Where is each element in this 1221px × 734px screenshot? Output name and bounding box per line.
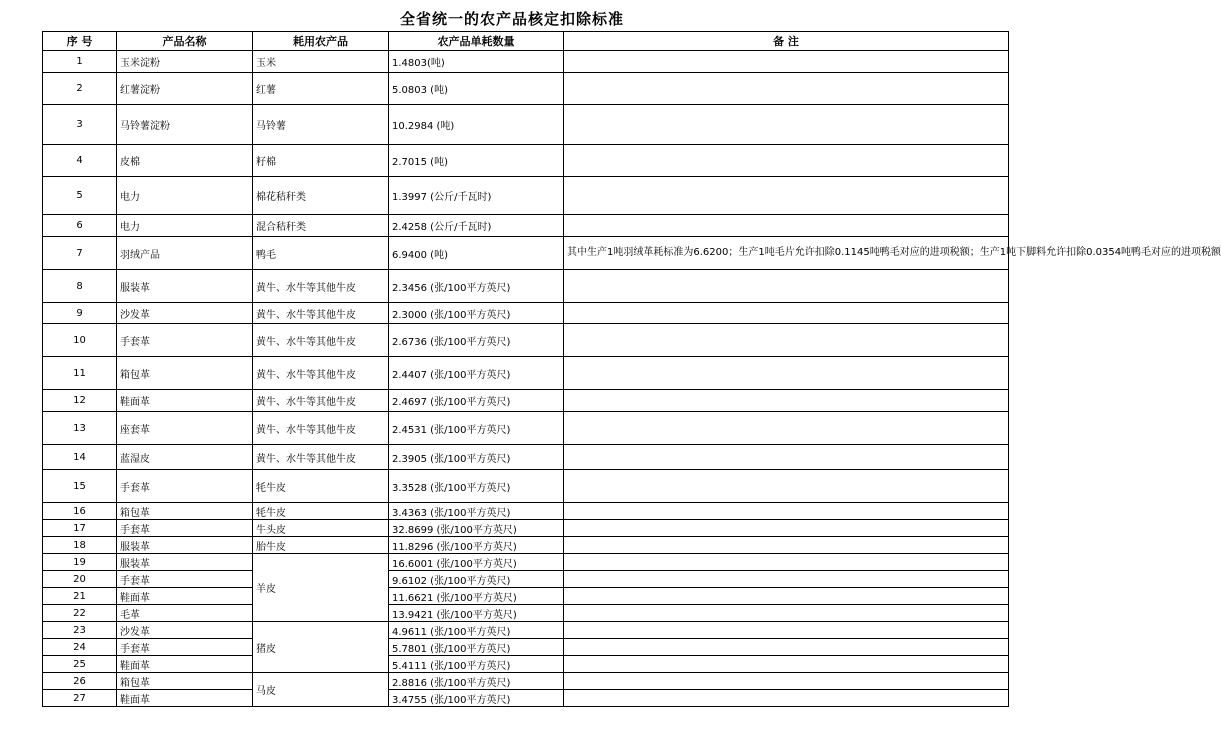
cell-note	[564, 105, 1009, 145]
cell-product-name: 手套革	[117, 520, 253, 537]
cell-unit-consumption: 2.7015 (吨)	[389, 145, 564, 177]
table-row	[43, 656, 1009, 673]
cell-unit-consumption: 9.6102 (张/100平方英尺)	[389, 571, 564, 588]
cell-raw-material: 黄牛、水牛等其他牛皮	[253, 390, 389, 412]
cell-unit-consumption: 5.0803 (吨)	[389, 73, 564, 105]
cell-raw-material: 胎牛皮	[253, 537, 389, 554]
cell-note	[564, 520, 1009, 537]
cell-note	[564, 588, 1009, 605]
cell-raw-material: 马铃薯	[253, 105, 389, 145]
cell-raw-material: 棉花秸秆类	[253, 177, 389, 215]
cell-note	[564, 503, 1009, 520]
cell-product-name: 红薯淀粉	[117, 73, 253, 105]
cell-product-name: 服装革	[117, 270, 253, 303]
cell-product-name: 箱包革	[117, 357, 253, 390]
cell-note	[564, 215, 1009, 237]
cell-note	[564, 571, 1009, 588]
cell-product-name: 马铃薯淀粉	[117, 105, 253, 145]
table-row	[43, 537, 1009, 554]
cell-product-name: 玉米淀粉	[117, 51, 253, 73]
cell-raw-material: 黄牛、水牛等其他牛皮	[253, 357, 389, 390]
cell-no: 14	[43, 445, 117, 470]
cell-raw-material: 玉米	[253, 51, 389, 73]
cell-product-name: 皮棉	[117, 145, 253, 177]
cell-note	[564, 412, 1009, 445]
cell-note: 其中生产1吨羽绒革耗标准为6.6200；生产1吨毛片允许扣除0.1145吨鸭毛对应的进项税额；生产1吨下脚料允许扣除0.0354吨鸭毛对应的进项税额	[564, 237, 1009, 270]
cell-raw-material: 牦牛皮	[253, 470, 389, 503]
cell-no: 1	[43, 51, 117, 73]
cell-unit-consumption: 3.3528 (张/100平方英尺)	[389, 470, 564, 503]
cell-raw-material: 黄牛、水牛等其他牛皮	[253, 445, 389, 470]
cell-no: 17	[43, 520, 117, 537]
cell-note	[564, 470, 1009, 503]
cell-note	[564, 324, 1009, 357]
cell-product-name: 鞋面革	[117, 390, 253, 412]
cell-raw-material: 混合秸秆类	[253, 215, 389, 237]
cell-unit-consumption: 2.4697 (张/100平方英尺)	[389, 390, 564, 412]
cell-unit-consumption: 4.9611 (张/100平方英尺)	[389, 622, 564, 639]
cell-no: 4	[43, 145, 117, 177]
cell-no: 10	[43, 324, 117, 357]
table-row	[43, 605, 1009, 622]
cell-product-name: 沙发革	[117, 303, 253, 324]
cell-unit-consumption: 11.8296 (张/100平方英尺)	[389, 537, 564, 554]
cell-no: 5	[43, 177, 117, 215]
cell-product-name: 鞋面革	[117, 588, 253, 605]
table-row	[43, 73, 1009, 105]
cell-no: 6	[43, 215, 117, 237]
cell-note	[564, 622, 1009, 639]
cell-raw-material: 鸭毛	[253, 237, 389, 270]
cell-note	[564, 145, 1009, 177]
table-row	[43, 145, 1009, 177]
cell-note	[564, 554, 1009, 571]
table-row	[43, 588, 1009, 605]
cell-no: 20	[43, 571, 117, 588]
table-row	[43, 412, 1009, 445]
cell-unit-consumption: 2.4531 (张/100平方英尺)	[389, 412, 564, 445]
table-row	[43, 503, 1009, 520]
cell-product-name: 鞋面革	[117, 690, 253, 707]
header-row	[43, 32, 1009, 51]
cell-raw-material: 羊皮	[253, 554, 389, 622]
cell-no: 8	[43, 270, 117, 303]
cell-product-name: 羽绒产品	[117, 237, 253, 270]
cell-no: 27	[43, 690, 117, 707]
table-row	[43, 215, 1009, 237]
table-row	[43, 571, 1009, 588]
cell-product-name: 手套革	[117, 639, 253, 656]
table-row	[43, 270, 1009, 303]
cell-product-name: 电力	[117, 177, 253, 215]
cell-raw-material: 红薯	[253, 73, 389, 105]
cell-unit-consumption: 2.4407 (张/100平方英尺)	[389, 357, 564, 390]
cell-no: 21	[43, 588, 117, 605]
cell-unit-consumption: 11.6621 (张/100平方英尺)	[389, 588, 564, 605]
cell-product-name: 座套革	[117, 412, 253, 445]
cell-no: 18	[43, 537, 117, 554]
cell-unit-consumption: 3.4363 (张/100平方英尺)	[389, 503, 564, 520]
cell-unit-consumption: 2.8816 (张/100平方英尺)	[389, 673, 564, 690]
cell-unit-consumption: 1.3997 (公斤/千瓦时)	[389, 177, 564, 215]
table-row	[43, 105, 1009, 145]
table-row	[43, 445, 1009, 470]
cell-unit-consumption: 1.4803(吨)	[389, 51, 564, 73]
cell-raw-material: 黄牛、水牛等其他牛皮	[253, 270, 389, 303]
header-note: 备 注	[564, 32, 1009, 51]
cell-product-name: 电力	[117, 215, 253, 237]
page-title: 全省统一的农产品核定扣除标准	[399, 10, 624, 28]
cell-no: 7	[43, 237, 117, 270]
table-row	[43, 673, 1009, 690]
header-raw-material: 耗用农产品	[253, 32, 389, 51]
header-unit-consumption: 农产品单耗数量	[389, 32, 564, 51]
cell-unit-consumption: 5.4111 (张/100平方英尺)	[389, 656, 564, 673]
cell-no: 19	[43, 554, 117, 571]
cell-unit-consumption: 3.4755 (张/100平方英尺)	[389, 690, 564, 707]
cell-product-name: 沙发革	[117, 622, 253, 639]
cell-note	[564, 270, 1009, 303]
table-row	[43, 639, 1009, 656]
cell-note	[564, 303, 1009, 324]
cell-note	[564, 639, 1009, 656]
cell-product-name: 鞋面革	[117, 656, 253, 673]
cell-product-name: 箱包革	[117, 673, 253, 690]
cell-no: 13	[43, 412, 117, 445]
cell-unit-consumption: 2.6736 (张/100平方英尺)	[389, 324, 564, 357]
cell-no: 12	[43, 390, 117, 412]
deduction-standard-table	[42, 31, 1221, 707]
cell-note	[564, 690, 1009, 707]
table-row	[43, 690, 1009, 707]
cell-unit-consumption: 16.6001 (张/100平方英尺)	[389, 554, 564, 571]
cell-no: 26	[43, 673, 117, 690]
cell-unit-consumption: 2.3456 (张/100平方英尺)	[389, 270, 564, 303]
cell-unit-consumption: 10.2984 (吨)	[389, 105, 564, 145]
cell-no: 23	[43, 622, 117, 639]
cell-unit-consumption: 2.3000 (张/100平方英尺)	[389, 303, 564, 324]
cell-product-name: 毛革	[117, 605, 253, 622]
header-product-name: 产品名称	[117, 32, 253, 51]
cell-no: 11	[43, 357, 117, 390]
cell-note	[564, 51, 1009, 73]
cell-no: 2	[43, 73, 117, 105]
header-no: 序 号	[43, 32, 117, 51]
cell-note	[564, 656, 1009, 673]
cell-unit-consumption: 2.4258 (公斤/千瓦时)	[389, 215, 564, 237]
cell-no: 15	[43, 470, 117, 503]
table-row	[43, 470, 1009, 503]
cell-raw-material: 猪皮	[253, 622, 389, 673]
cell-raw-material: 黄牛、水牛等其他牛皮	[253, 303, 389, 324]
cell-product-name: 服装革	[117, 537, 253, 554]
cell-product-name: 蓝湿皮	[117, 445, 253, 470]
cell-unit-consumption: 32.8699 (张/100平方英尺)	[389, 520, 564, 537]
cell-raw-material: 牦牛皮	[253, 503, 389, 520]
cell-product-name: 手套革	[117, 470, 253, 503]
cell-note	[564, 537, 1009, 554]
cell-product-name: 服装革	[117, 554, 253, 571]
cell-raw-material: 黄牛、水牛等其他牛皮	[253, 412, 389, 445]
table-row	[43, 237, 1009, 270]
table-row	[43, 177, 1009, 215]
table-row	[43, 357, 1009, 390]
cell-no: 3	[43, 105, 117, 145]
cell-raw-material: 籽棉	[253, 145, 389, 177]
cell-no: 24	[43, 639, 117, 656]
table-row	[43, 51, 1009, 73]
cell-unit-consumption: 6.9400 (吨)	[389, 237, 564, 270]
cell-product-name: 手套革	[117, 571, 253, 588]
cell-note	[564, 73, 1009, 105]
cell-note	[564, 673, 1009, 690]
table-row	[43, 303, 1009, 324]
cell-unit-consumption: 5.7801 (张/100平方英尺)	[389, 639, 564, 656]
table-row	[43, 324, 1009, 357]
cell-note	[564, 177, 1009, 215]
cell-note	[564, 390, 1009, 412]
cell-no: 25	[43, 656, 117, 673]
cell-unit-consumption: 2.3905 (张/100平方英尺)	[389, 445, 564, 470]
table-row	[43, 622, 1009, 639]
cell-note	[564, 445, 1009, 470]
cell-raw-material: 黄牛、水牛等其他牛皮	[253, 324, 389, 357]
table-row	[43, 520, 1009, 537]
cell-note	[564, 605, 1009, 622]
cell-unit-consumption: 13.9421 (张/100平方英尺)	[389, 605, 564, 622]
cell-no: 16	[43, 503, 117, 520]
cell-no: 22	[43, 605, 117, 622]
cell-product-name: 手套革	[117, 324, 253, 357]
table-row	[43, 390, 1009, 412]
cell-note	[564, 357, 1009, 390]
cell-product-name: 箱包革	[117, 503, 253, 520]
cell-no: 9	[43, 303, 117, 324]
table-row	[43, 554, 1009, 571]
cell-raw-material: 马皮	[253, 673, 389, 707]
cell-raw-material: 牛头皮	[253, 520, 389, 537]
